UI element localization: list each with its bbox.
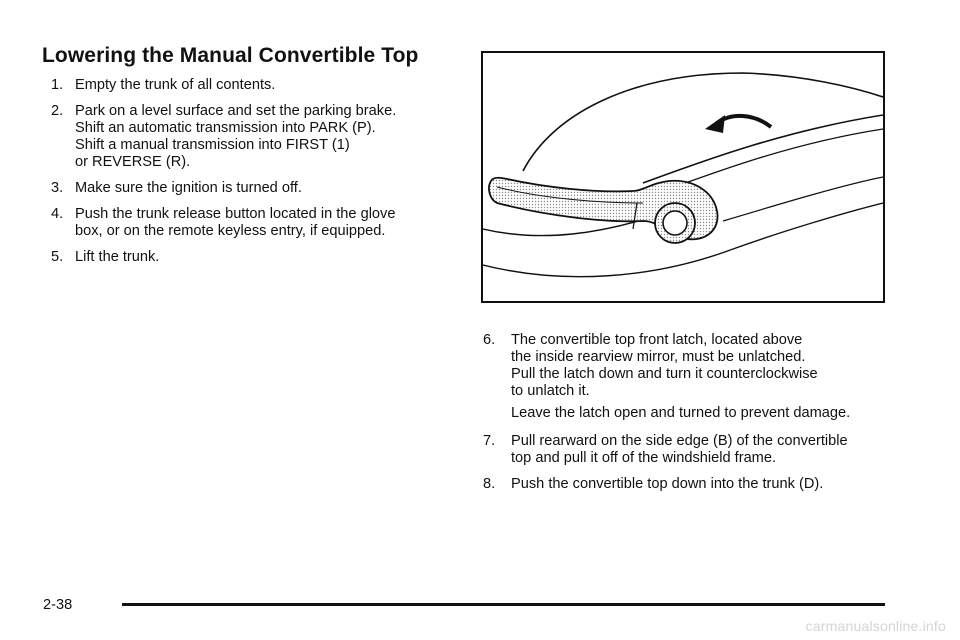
step-number: 4.	[51, 206, 64, 222]
right-edge-line	[723, 177, 883, 221]
list-item	[483, 476, 903, 493]
list-item	[483, 433, 903, 467]
step-text: Make sure the ignition is turned off.	[75, 180, 302, 196]
step-number: 1.	[51, 77, 64, 93]
list-item	[51, 206, 451, 240]
list-item	[51, 77, 451, 94]
page-title: Lowering the Manual Convertible Top	[42, 44, 419, 67]
list-item	[483, 332, 903, 400]
latch-illustration-drawing	[483, 53, 883, 301]
footer-rule	[122, 603, 885, 606]
watermark: carmanualsonline.info	[805, 618, 946, 634]
step-note: Leave the latch open and turned to prevent damage.	[511, 405, 851, 421]
list-item	[51, 180, 451, 197]
step-number: 5.	[51, 249, 64, 265]
step-text: Park on a level surface and set the parking brake. Shift an automatic transmission into PARK (P). Shift a manual transmission into FIRST (1) or REVERSE (R).	[75, 103, 397, 170]
step-number: 8.	[483, 476, 496, 492]
step-text: Pull rearward on the side edge (B) of the convertible top and pull it off of the windshield frame.	[511, 433, 848, 466]
steps-list-right-continued	[483, 433, 903, 502]
page-number: 2-38	[43, 597, 73, 613]
windshield-edge	[643, 115, 883, 183]
steps-list-left	[51, 77, 451, 275]
step-text: Lift the trunk.	[75, 249, 160, 265]
step-number: 6.	[483, 332, 496, 348]
convertible-latch-handle	[489, 178, 718, 243]
step-number: 3.	[51, 180, 64, 196]
steps-list-right	[483, 332, 903, 409]
step-text: The convertible top front latch, located above the inside rearview mirror, must be unlatched. Pull the latch down and turn it counterclockwise to unlatch it.	[511, 332, 818, 399]
step-text: Empty the trunk of all contents.	[75, 77, 276, 93]
counterclockwise-arrow-icon	[705, 115, 771, 133]
step-number: 2.	[51, 103, 64, 119]
latch-illustration	[481, 51, 885, 303]
step-text: Push the trunk release button located in the glove box, or on the remote keyless entry, if equipped.	[75, 206, 396, 239]
step-number: 7.	[483, 433, 496, 449]
headliner-outline	[523, 73, 883, 171]
list-item	[51, 103, 451, 171]
step-text: Push the convertible top down into the trunk (D).	[511, 476, 824, 492]
list-item	[51, 249, 451, 266]
